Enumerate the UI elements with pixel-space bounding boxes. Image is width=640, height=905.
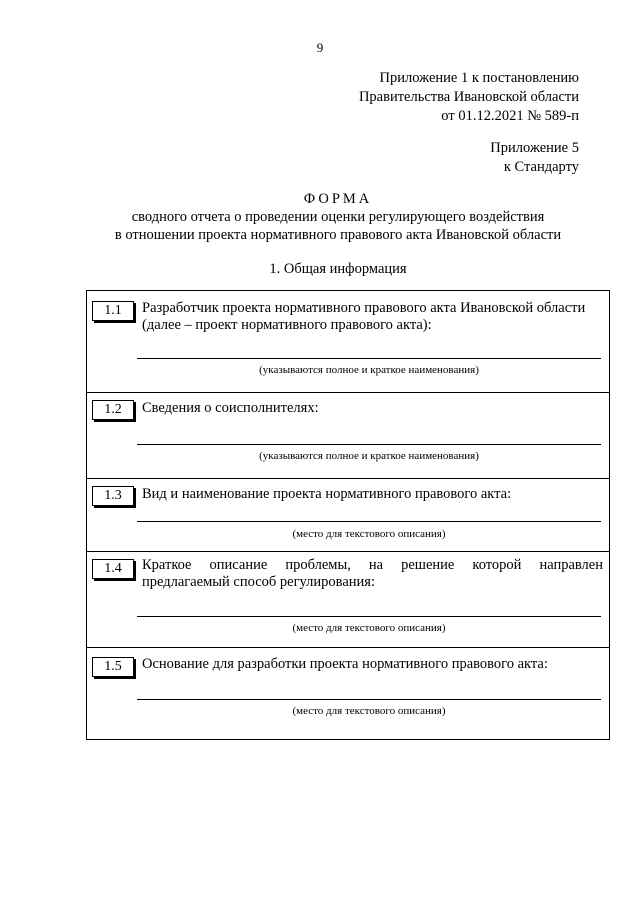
appendix-header	[359, 69, 579, 126]
row-text-1-4: Краткое описание проблемы, на решение которой направлен предлагаемый способ регулирования:	[142, 557, 603, 590]
table-row-1-1	[87, 291, 609, 392]
table-row-1-5	[87, 647, 609, 739]
table-row-1-4	[87, 551, 609, 647]
form-subtitle-line1: сводного отчета о проведении оценки регулирующего воздействия	[131, 209, 545, 225]
appendix-header-line2: Правительства Ивановской области	[358, 89, 579, 105]
form-title: ФОРМА	[303, 191, 373, 207]
answer-line-1-5[interactable]	[137, 699, 601, 700]
general-info-table	[86, 290, 610, 740]
table-row-1-2	[87, 392, 609, 478]
row-number-1-3: 1.3	[92, 486, 134, 506]
section-heading: 1. Общая информация	[269, 261, 407, 277]
row-hint-1-2: (указываются полное и краткое наименования)	[259, 450, 479, 462]
answer-line-1-4[interactable]	[137, 616, 601, 617]
appendix-header-line1: Приложение 1 к постановлению	[379, 70, 579, 86]
appendix-standard-line1: Приложение 5	[490, 140, 579, 156]
row-number-1-4: 1.4	[92, 559, 134, 579]
answer-line-1-3[interactable]	[137, 521, 601, 522]
page-number: 9	[316, 40, 324, 55]
row-hint-1-4: (место для текстового описания)	[292, 622, 446, 634]
row-text-1-3: Вид и наименование проекта нормативного правового акта:	[142, 486, 512, 502]
row-text-1-2: Сведения о соисполнителях:	[142, 400, 319, 416]
answer-line-1-2[interactable]	[137, 444, 601, 445]
row-hint-1-3: (место для текстового описания)	[292, 528, 446, 540]
row-number-1-5: 1.5	[92, 657, 134, 677]
row-text-1-5: Основание для разработки проекта нормативного правового акта:	[142, 656, 548, 672]
appendix-header-line3: от 01.12.2021 № 589-п	[441, 108, 579, 124]
answer-line-1-1[interactable]	[137, 358, 601, 359]
row-hint-1-1: (указываются полное и краткое наименования)	[259, 364, 479, 376]
table-row-1-3	[87, 478, 609, 551]
row-hint-1-5: (место для текстового описания)	[292, 705, 446, 717]
row-number-1-1: 1.1	[92, 301, 134, 321]
row-number-1-2: 1.2	[92, 400, 134, 420]
form-subtitle-line2: в отношении проекта нормативного правового акта Ивановской области	[114, 227, 562, 243]
appendix-standard-line2: к Стандарту	[503, 159, 579, 175]
appendix-standard	[490, 139, 579, 177]
row-text-1-1: Разработчик проекта нормативного правового акта Ивановской области (далее – проект нормативного правового акта):	[142, 300, 586, 333]
